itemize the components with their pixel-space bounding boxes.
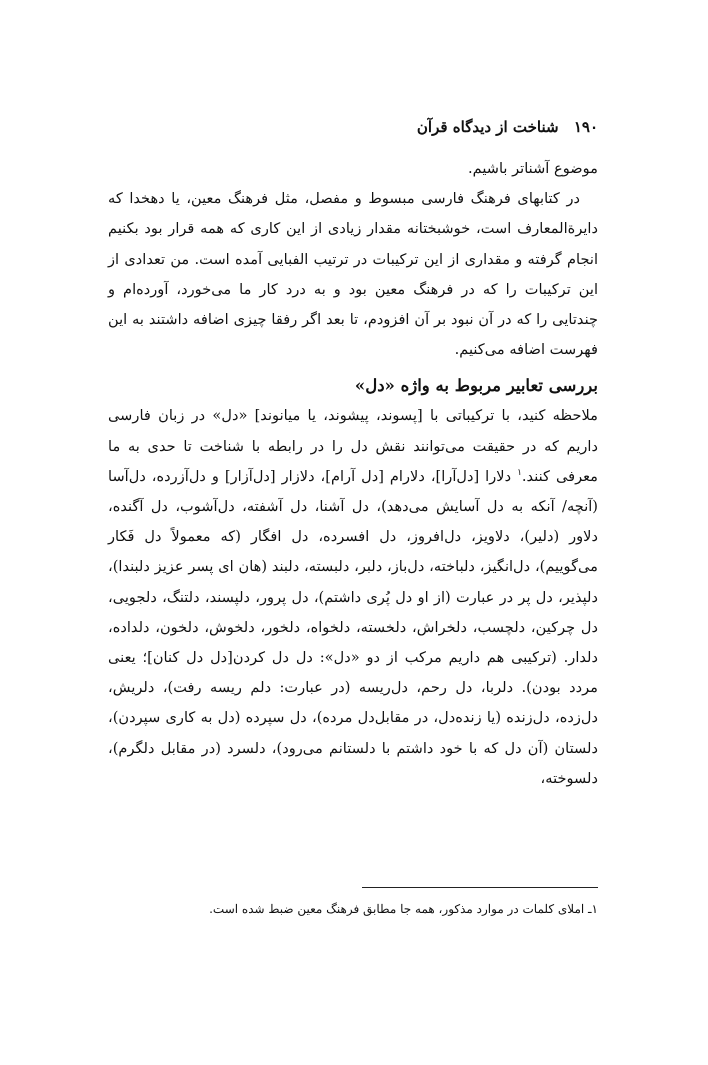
body-text [108,154,598,794]
running-header [417,118,598,136]
paragraph-continuation: موضوع آشناتر باشیم. [467,160,598,177]
paragraph-compounds-list: دلارا [دل‌آرا]، دلارام [دل آرام]، دلازار [دل‌آزار] و دل‌آزرده، دل‌آسا (آنچه/ آنکه به دل آسایش می‌دهد)، دل آشنا، دل آشفته، دل‌آشوب، دل آگنده، دلاور (دلیر)، دلاویز، دل‌افروز، دل افسرده، دل افگار (که معمولاً دل فَکار می‌گوییم)، دل‌انگیز، دلباخته، دل‌باز، دلبر، دلبسته، دلبند (هان ای پسر عزیز دلبندا)، دلپذیر، دل پر در عبارت (از او دل پُری داشتم)، دل پرور، دلپسند، دلتنگ، دلجویی، دل چرکین، دلچسب، دلخراش، دلخسته، دلخواه، دلخور، دلخوش، دلخون، دلداده، دلدار. (ترکیبی هم داریم مرکب از دو «دل»: دل دل کردن[دل دل کنان]؛ یعنی مردد بودن). دلربا، دل رحم، دل‌ریسه (در عبارت: دلم ریسه رفت)، دلریش، دل‌زده، دل‌زنده (یا زنده‌دل، در مقابل‌دل مرده)، دل سپرده (دل به کاری سپردن)، دلستان (آن دل که با خود داشتم با دلستانم می‌رود)، دلسرد (در مقابل دلگرم)، دلسوخته، [108,467,598,787]
footnote-separator [362,887,598,888]
paragraph-compounds [108,401,598,794]
footnote: ۱ـ املای کلمات در موارد مذکور، همه جا مطابق فرهنگ معین ضبط شده است. [209,902,598,916]
page-number: ۱۹۰ [573,118,598,136]
footnote-marker: ۱ [517,467,522,478]
section-heading: بررسی تعابیر مربوط به واژه «دل» [354,376,598,396]
running-title: شناخت از دیدگاه قرآن [416,118,559,136]
paragraph-compounds-intro: ملاحظه کنید، با ترکیباتی با [پسوند، پیشوند، یا میانوند] «دل» در زبان فارسی داریم که در حقیقت می‌توانند نقش دل را در رابطه با شناخت تا حدی به ما معرفی کنند. [108,407,599,485]
paragraph-dictionaries: در کتابهای فرهنگ فارسی مبسوط و مفصل، مثل فرهنگ معین، یا دهخدا که دایرةالمعارف است، خوشبختانه مقدار زیادی از این کاری که همه قرار بود بکنیم انجام گرفته و مقداری از این ترکیبات در ترتیب الفبایی آمده است. من تعدادی از این ترکیبات را که در فرهنگ معین بود و به درد کار ما می‌خورد، آورده‌ام و چندتایی را که در آن نبود بر آن افزودم، تا بعد اگر رفقا چیزی اضافه داشتند به این فهرست اضافه می‌کنیم. [108,190,599,359]
